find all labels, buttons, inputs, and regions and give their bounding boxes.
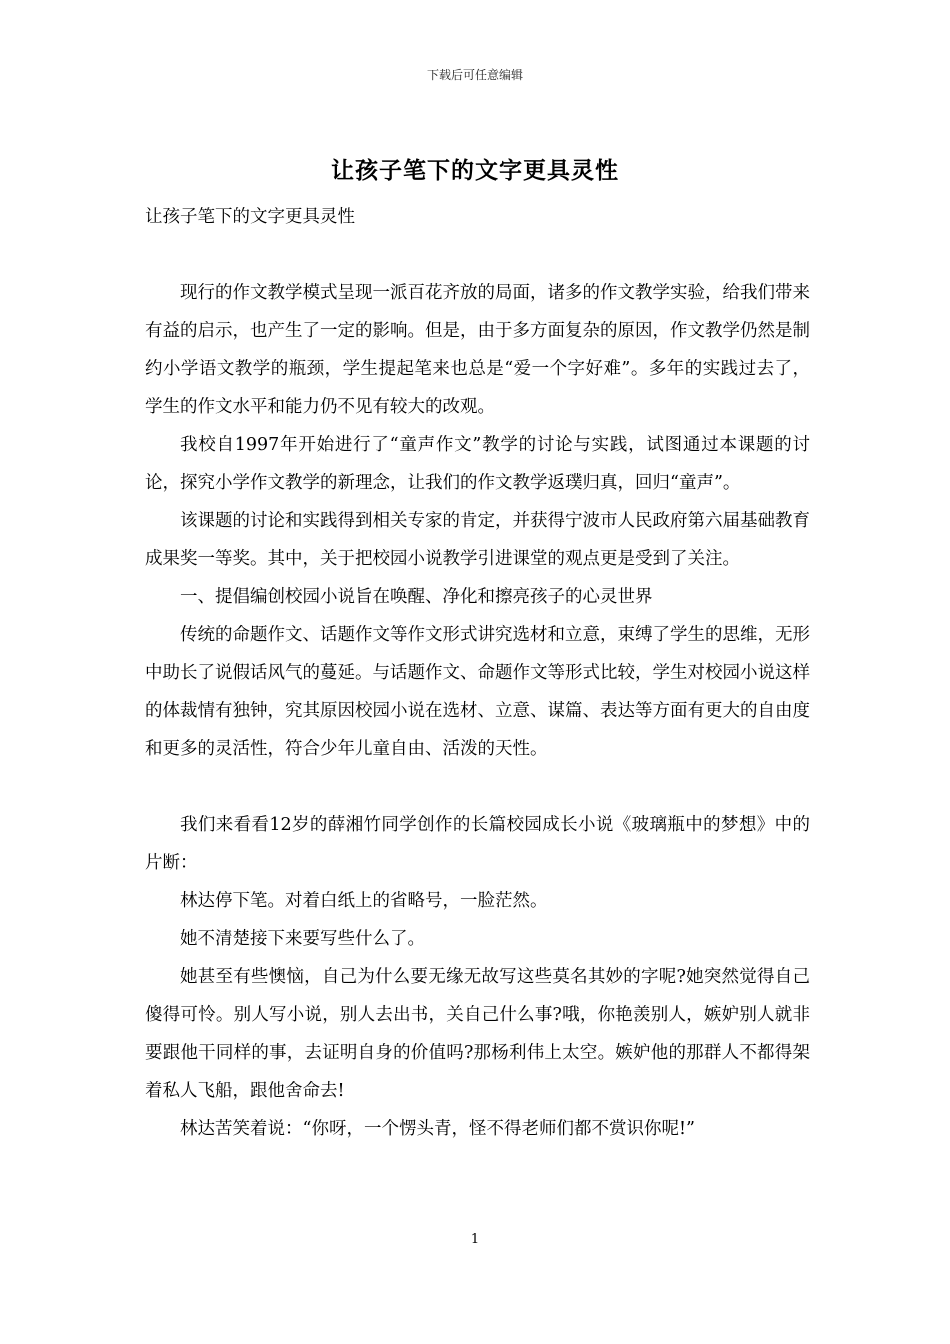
paragraph: 我们来看看12岁的薛湘竹同学创作的长篇校园成长小说《玻璃瓶中的梦想》中的片断： <box>145 815 810 873</box>
paragraph: 一、提倡编创校园小说旨在唤醒、净化和擦亮孩子的心灵世界 <box>180 587 653 607</box>
paragraph: 林达停下笔。对着白纸上的省略号，一脸茫然。 <box>180 891 548 911</box>
page-header: 下载后可任意编辑 <box>426 68 523 82</box>
paragraph: 传统的命题作文、话题作文等作文形式讲究选材和立意，束缚了学生的思维，无形中助长了说假话风气的蔓延。与话题作文、命题作文等形式比较，学生对校园小说这样的体裁情有独钟，究其原因校园小说在选材、立意、谋篇、表达等方面有更大的自由度和更多的灵活性，符合少年儿童自由、活泼的天性。 <box>145 625 810 759</box>
paragraph: 林达苦笑着说：“你呀，一个愣头青，怪不得老师们都不赏识你呢!” <box>180 1119 695 1139</box>
document-title: 让孩子笔下的文字更具灵性 <box>331 157 619 184</box>
paragraph: 她不清楚接下来要写些什么了。 <box>180 929 425 949</box>
paragraph: 现行的作文教学模式呈现一派百花齐放的局面，诸多的作文教学实验，给我们带来有益的启示，也产生了一定的影响。但是，由于多方面复杂的原因，作文教学仍然是制约小学语文教学的瓶颈，学生提起笔来也总是“爱一个字好难”。多年的实践过去了，学生的作文水平和能力仍不见有较大的改观。 <box>145 283 810 417</box>
document-body <box>145 198 810 1148</box>
page-number: 1 <box>470 1232 480 1247</box>
paragraph: 她甚至有些懊恼，自己为什么要无缘无故写这些莫名其妙的字呢?她突然觉得自己傻得可怜。别人写小说，别人去出书，关自己什么事?哦，你艳羡别人，嫉妒别人就非要跟他干同样的事，去证明自身的价值吗?那杨利伟上太空。嫉妒他的那群人不都得架着私人飞船，跟他舍命去! <box>145 967 810 1101</box>
paragraph: 该课题的讨论和实践得到相关专家的肯定，并获得宁波市人民政府第六届基础教育成果奖一等奖。其中，关于把校园小说教学引进课堂的观点更是受到了关注。 <box>145 511 810 569</box>
paragraph: 我校自1997年开始进行了“童声作文”教学的讨论与实践，试图通过本课题的讨论，探究小学作文教学的新理念，让我们的作文教学返璞归真，回归“童声”。 <box>145 435 810 493</box>
paragraph: 让孩子笔下的文字更具灵性 <box>145 207 355 227</box>
